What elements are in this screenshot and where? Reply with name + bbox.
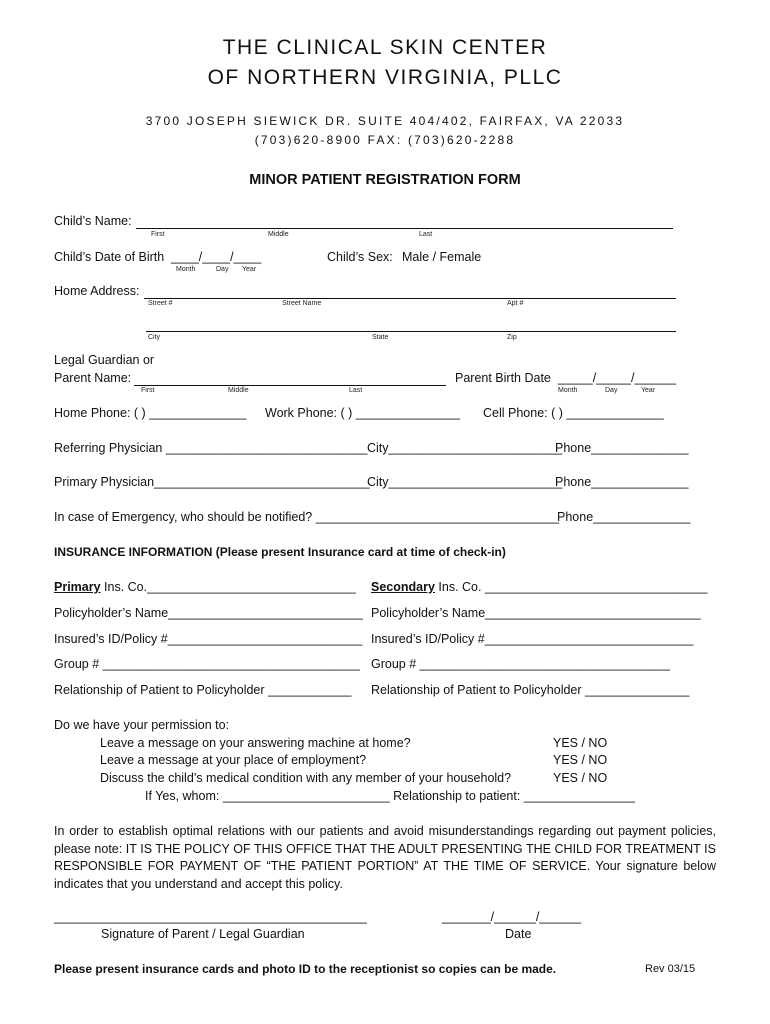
dob-year-sublabel: Year: [242, 266, 257, 273]
secondary-ins-co-field[interactable]: [371, 580, 707, 594]
secondary-label: Secondary: [371, 580, 435, 594]
child-sex-options[interactable]: Male / Female: [402, 250, 482, 264]
state-sublabel: State: [372, 334, 389, 341]
clinic-phone-fax: (703)620-8900 FAX: (703)620-2288: [254, 133, 516, 147]
parent-name-field[interactable]: [134, 385, 446, 386]
footer-note: Please present insurance cards and photo ID to the receptionist so copies can be made.: [54, 962, 557, 976]
primary-group-field[interactable]: Group # _____________________________________: [54, 657, 360, 671]
street-address-field[interactable]: [144, 298, 676, 299]
city-sublabel: City: [148, 334, 161, 341]
street-number-sublabel: Street #: [148, 300, 173, 307]
child-dob-field[interactable]: ____/____/____: [171, 250, 262, 264]
permission-question: Do we have your permission to:: [54, 718, 230, 732]
secondary-policyholder-field[interactable]: Policyholder’s Name_______________________________: [371, 606, 701, 620]
parent-first-sublabel: First: [141, 387, 155, 394]
child-first-sublabel: First: [151, 231, 165, 238]
primary-ins-co-rest: Ins. Co.______________________________: [100, 580, 356, 594]
primary-label: Primary: [54, 580, 101, 594]
secondary-policy-id-field[interactable]: Insured’s ID/Policy #______________________________: [371, 632, 694, 646]
date-label: Date: [505, 927, 532, 941]
primary-phone-field[interactable]: Phone______________: [555, 475, 689, 489]
signature-field[interactable]: _____________________________________________: [54, 910, 367, 924]
primary-ins-co-field[interactable]: [54, 580, 356, 594]
permission-answer-household[interactable]: YES / NO: [553, 771, 608, 785]
child-sex-label: Child’s Sex:: [327, 250, 393, 264]
payment-policy-text: In order to establish optimal relations with our patients and avoid misunderstandings regarding out payment policies, please note: IT IS THE POLICY OF THIS OFFICE THAT THE ADULT PRESENTING THE CHILD FOR TREATMENT IS RESPONSIBLE FOR PAYMENT OF “THE PATIENT PORTION” AT THE TIME OF SERVICE. Your signature below indicates that you understand and accept this policy.: [54, 824, 716, 891]
parent-birth-year-sublabel: Year: [641, 387, 656, 394]
emergency-contact-field[interactable]: In case of Emergency, who should be notified? ___________________________________: [54, 510, 560, 524]
parent-birth-field[interactable]: _____/_____/______: [558, 371, 677, 385]
primary-policyholder-field[interactable]: Policyholder’s Name____________________________: [54, 606, 363, 620]
child-last-sublabel: Last: [419, 231, 433, 238]
parent-birth-month-sublabel: Month: [558, 387, 578, 394]
parent-middle-sublabel: Middle: [228, 387, 249, 394]
signature-label: Signature of Parent / Legal Guardian: [101, 927, 305, 941]
permission-whom-field[interactable]: If Yes, whom: ________________________ Relationship to patient: ________________: [145, 789, 636, 803]
secondary-group-field[interactable]: Group # ____________________________________: [371, 657, 670, 671]
child-name-field[interactable]: [136, 228, 673, 229]
primary-relationship-field[interactable]: Relationship of Patient to Policyholder ____________: [54, 683, 352, 697]
home-phone-field[interactable]: Home Phone: ( ) ______________: [54, 406, 247, 420]
clinic-name-line1: THE CLINICAL SKIN CENTER: [222, 36, 548, 59]
clinic-address: 3700 JOSEPH SIEWICK DR. SUITE 404/402, FAIRFAX, VA 22033: [145, 114, 625, 128]
permission-answer-work[interactable]: YES / NO: [553, 753, 608, 767]
form-title: MINOR PATIENT REGISTRATION FORM: [249, 172, 521, 188]
work-phone-field[interactable]: Work Phone: ( ) _______________: [265, 406, 461, 420]
parent-birth-label: Parent Birth Date: [455, 371, 551, 385]
revision-label: Rev 03/15: [645, 963, 696, 975]
emergency-phone-field[interactable]: Phone______________: [557, 510, 691, 524]
permission-answer-home[interactable]: YES / NO: [553, 736, 608, 750]
street-name-sublabel: Street Name: [282, 300, 322, 307]
primary-city-field[interactable]: City_________________________: [367, 475, 563, 489]
insurance-heading: INSURANCE INFORMATION (Please present Insurance card at time of check-in): [54, 545, 506, 559]
home-address-label: Home Address:: [54, 284, 140, 298]
dob-day-sublabel: Day: [216, 266, 229, 273]
permission-item-label: Leave a message at your place of employment?: [100, 753, 367, 767]
date-field[interactable]: _______/______/______: [442, 910, 582, 924]
city-state-zip-field[interactable]: [146, 331, 676, 332]
permission-item-label: Discuss the child’s medical condition with any member of your household?: [100, 771, 512, 785]
secondary-ins-co-rest: Ins. Co. ________________________________: [434, 580, 708, 594]
primary-physician-field[interactable]: Primary Physician_______________________________: [54, 475, 370, 489]
parent-last-sublabel: Last: [349, 387, 363, 394]
dob-month-sublabel: Month: [176, 266, 196, 273]
child-name-label: Child’s Name:: [54, 214, 132, 228]
apt-sublabel: Apt #: [507, 300, 524, 307]
clinic-name-line2: OF NORTHERN VIRGINIA, PLLC: [207, 66, 563, 89]
child-middle-sublabel: Middle: [268, 231, 289, 238]
cell-phone-field[interactable]: Cell Phone: ( ) ______________: [483, 406, 664, 420]
guardian-label-line1: Legal Guardian or: [54, 353, 155, 367]
zip-sublabel: Zip: [507, 334, 517, 341]
child-dob-label: Child’s Date of Birth: [54, 250, 165, 264]
referring-physician-field[interactable]: Referring Physician _____________________________: [54, 441, 368, 455]
secondary-relationship-field[interactable]: Relationship of Patient to Policyholder _______________: [371, 683, 690, 697]
guardian-label-line2: Parent Name:: [54, 371, 132, 385]
permission-item-label: Leave a message on your answering machine at home?: [100, 736, 411, 750]
referring-phone-field[interactable]: Phone______________: [555, 441, 689, 455]
parent-birth-day-sublabel: Day: [605, 387, 618, 394]
primary-policy-id-field[interactable]: Insured’s ID/Policy #____________________________: [54, 632, 363, 646]
referring-city-field[interactable]: City_________________________: [367, 441, 563, 455]
